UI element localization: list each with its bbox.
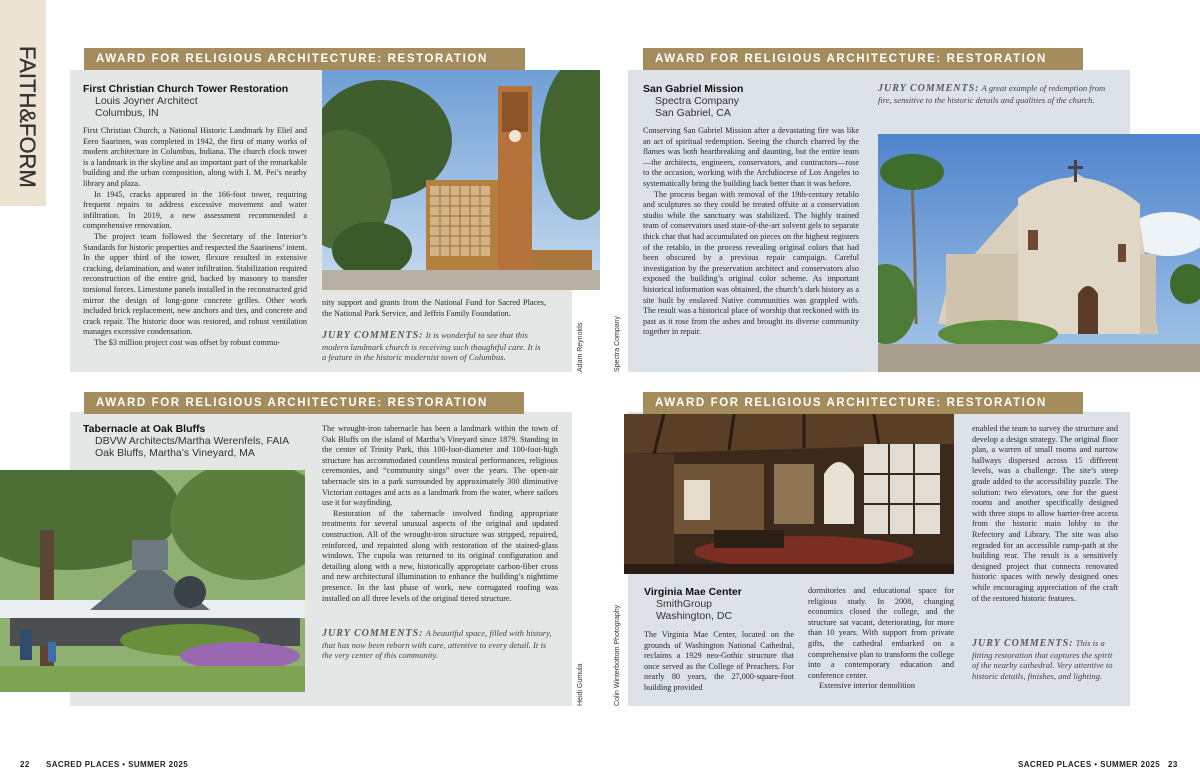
jury-text: A beautiful space, filled with history, that has now been reborn with care, attentive to every detail. It is the very center of this community.: [322, 628, 552, 661]
project-firm: Louis Joyner Architect: [95, 95, 198, 107]
project-location: Columbus, IN: [95, 107, 159, 119]
jury-heading: JURY COMMENTS:: [878, 83, 980, 94]
article-heading: [643, 83, 873, 119]
photo-credit: Adam Reynolds: [577, 322, 584, 372]
project-title: Tabernacle at Oak Bluffs: [83, 423, 206, 435]
jury-heading: JURY COMMENTS:: [322, 330, 424, 341]
article-body-continued: dormitories and educational space for religious study. In 2008, changing economics closed the college, and the structure sat vacant, deteriorating, for more than 10 years. With support from private gifts, the cathedral embarked on a comprehensive plan to transform the college into a contemporary education and conference center. Extensive interior demolition: [808, 586, 954, 691]
jury-text: It is wonderful to see that this modern landmark church is receiving such thoughtful care. It is a feature in the historic modernist town of Columbus.: [322, 330, 541, 363]
page-number-left: 22: [20, 760, 30, 769]
jury-comments: [322, 628, 558, 661]
jury-comments: [972, 638, 1118, 681]
article-body: The Virginia Mae Center, located on the grounds of Washington National Cathedral, reclaims a 1929 neo-Gothic structure that once served as the College of Preachers. For nearly 80 years, the 27,000-square-foot building provided: [644, 630, 794, 692]
article-body: Conserving San Gabriel Mission after a devastating fire was like an act of spiritual redemption. Seeing the church charred by the flames was both heartbreaking and daunting, but the entire team—the architects, engineers, conservators, and contractors—rose to the occasion, working with the Archdiocese of Los Angeles to systematically bring the building back better than it was before. The process began with removal of the 19th-century retablo and sculptures so they could be treated offsite at a conservation studio while the sanctuary was stabilized. The highly trained team of conservators used state-of-the-art solvent gels to separate thick char that had accumulated on pieces on the highest registers of the retablo, in the process revealing original colors that had been obscured by a previous repair campaign. Careful investigation by the preservation architect and conservators also exposed the building’s original color scheme. As important historical information was obtained, the church’s dark history as a site built by enslaved Native communities was grappled with. The result was a historical place of worship that reckoned with its past as it rose from the ashes and brought its diverse community together in repair.: [643, 126, 859, 337]
jury-heading: JURY COMMENTS:: [972, 638, 1074, 649]
jury-comments: [322, 330, 546, 363]
photo-credit: Heidi Gumula: [577, 663, 584, 706]
award-banner: AWARD FOR RELIGIOUS ARCHITECTURE: RESTORATION: [84, 392, 524, 414]
photo-credit: Colin Winterbottom Photography: [614, 604, 621, 706]
church-tower-photo: [322, 70, 600, 290]
section-tab: [0, 0, 46, 206]
tabernacle-photo: [0, 470, 305, 692]
jury-heading: JURY COMMENTS:: [322, 628, 424, 639]
article-heading: [644, 586, 804, 622]
section-tab-label: FAITH&FORM: [15, 46, 40, 188]
publication-left: SACRED PLACES • SUMMER 2025: [46, 760, 189, 769]
article-body: The wrought-iron tabernacle has been a landmark within the town of Oak Bluffs on the island of Martha’s Vineyard since 1879. Standing in the center of Trinity Park, this 100-foot-diameter and 100-foot-high structure has accommodated countless musical performances, religious ceremonies, and “community sings” over the years. The open-air tabernacle sits in a park surrounded by approximately 300 diminutive Victorian cottages and acts as a landmark from the water, where sailors use it for wayfinding. Restoration of the tabernacle involved finding appropriate treatments for several unusual aspects of the original and updated construction. All of the wrought-iron structure was stripped, repaired, reinforced, and repainted along with restoration of the stained-glass windows. The cupola was returned to its original configuration and detailing along with a new, historically appropriate carbon-fiber cross and new architectural illumination to enhance the building’s nighttime presence. In the last phase of work, new corrugated roofing was installed on all three levels of the original tiered structure.: [322, 424, 558, 603]
publication-right: SACRED PLACES • SUMMER 2025: [1018, 760, 1161, 769]
project-location: San Gabriel, CA: [655, 107, 731, 119]
jury-text: This is a fitting restoration that captures the spirit of the nearby cathedral. Very attentive to historic details, finishes, and lighting.: [972, 638, 1113, 681]
award-banner: AWARD FOR RELIGIOUS ARCHITECTURE: RESTORATION: [643, 48, 1083, 70]
award-banner: AWARD FOR RELIGIOUS ARCHITECTURE: RESTORATION: [84, 48, 525, 70]
project-firm: Spectra Company: [655, 95, 740, 107]
project-firm: SmithGroup: [656, 598, 713, 610]
project-title: San Gabriel Mission: [643, 83, 744, 95]
mission-photo: [878, 134, 1200, 372]
article-body-continued: nity support and grants from the National Fund for Sacred Places, the National Park Service, and Jeffris Family Foundation.: [322, 298, 546, 318]
jury-comments: [878, 83, 1108, 105]
project-location: Washington, DC: [656, 610, 733, 622]
project-title: Virginia Mae Center: [644, 586, 742, 598]
article-heading: [83, 423, 319, 459]
page-number-right: 23: [1168, 760, 1178, 769]
project-title: First Christian Church Tower Restoration: [83, 83, 289, 95]
photo-credit: Spectra Company: [614, 315, 621, 372]
project-firm: DBVW Architects/Martha Werenfels, FAIA: [95, 435, 290, 447]
article-heading: [83, 83, 319, 119]
project-location: Oak Bluffs, Martha’s Vineyard, MA: [95, 447, 255, 459]
award-banner: AWARD FOR RELIGIOUS ARCHITECTURE: RESTORATION: [643, 392, 1083, 414]
article-body-continued: enabled the team to survey the structure and develop a design strategy. The original floor plan, a warren of small rooms and narrow hallways dispersed across 15 different levels, was a challenge. The site’s steep grade added to the accessibility puzzle. The solution: two elevators, one for the guest rooms and another specifically designed with three stops to allow barrier-free access from the historic main lobby to the Refectory and Library. The site was also regraded for an accessible ramp-path at the building rear. The result is a sensitively designed project that connects renovated historic spaces with newly designed ones while encouraging appreciation of the craft of the restored historic features.: [972, 424, 1118, 603]
interior-photo: [624, 414, 954, 574]
jury-text: A great example of redemption from fire, sensitive to the historic details and qualities of the church.: [878, 83, 1106, 105]
article-body: First Christian Church, a National Historic Landmark by Eliel and Eero Saarinen, was completed in 1942, the first of many works of modern architecture in Columbus, Indiana. The church clock tower is a landmark in the skyline and an important part of the remarkable building and the urban composition, along with I. M. Pei’s nearby library and plaza. In 1945, cracks appeared in the 166-foot tower, requiring frequent repairs to address excessive movement and water infiltration. In 2019, a new assessment recommended a comprehensive renovation. The project team followed the Secretary of the Interior’s Standards for historic properties and respected the Saarinens’ intent. In the upper third of the tower, flexure resulted in extensive cracking, delamination, and water infiltration. Stabilization required reconstruction of the entire grid, backed by masonry to transfer torsional forces. Limestone panels installed in the reconstructed grid mirror the design of long-gone concrete grilles. Other work included brick replacement, new anchors and ties, and concrete and crack repair. The historic door was restored, and robust ventilation manages excessive condensation. The $3 million project cost was offset by robust commu-: [83, 126, 307, 347]
